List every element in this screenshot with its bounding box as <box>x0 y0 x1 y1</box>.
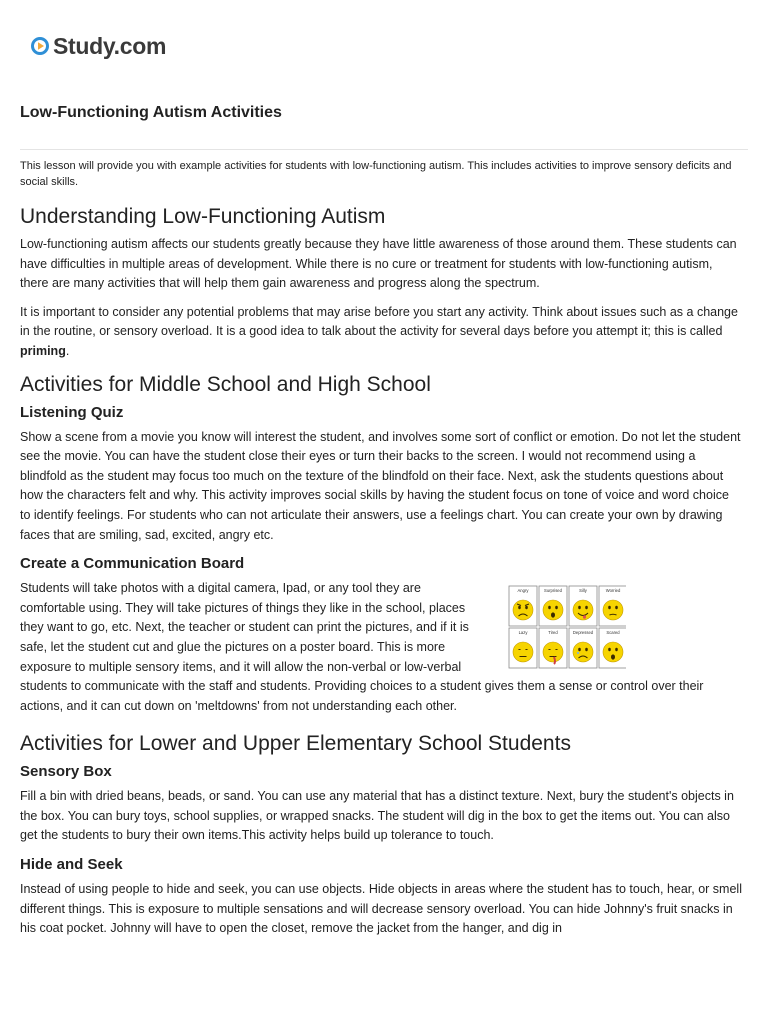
feeling-label: Depressed <box>572 630 594 636</box>
feeling-label: Worried <box>605 588 621 594</box>
feeling-cell-tired <box>539 628 567 668</box>
study-logo[interactable] <box>30 33 166 59</box>
emoji-eye <box>608 606 611 609</box>
emoji-eye <box>578 648 581 651</box>
subheading-communication-board: Create a Communication Board <box>20 555 245 573</box>
feeling-cell-surprised <box>539 586 567 626</box>
emoji-eye <box>548 606 551 609</box>
paragraph-understanding-1: Low-functioning autism affects our students greatly because they have little awareness of those around them. These students can have difficulties in multiple areas of development. While there is no cure or treatment for students with low-functioning autism, there are many activities that will help them gain awareness and progress along the spectrum. <box>20 237 737 291</box>
paragraph-understanding-2 <box>20 303 742 362</box>
feeling-cell-scared <box>599 628 626 668</box>
feeling-cell-lazy <box>509 628 537 668</box>
emoji-face <box>513 642 533 662</box>
paragraph-listening-quiz: Show a scene from a movie you know will interest the student, and involves some sort of conflict or emotion. Do not let the student see the movie. You can have the student close their eyes or turn their backs to the screen. I would not recommend using a blindfold as the student may focus too much on the texture of the blindfold on their face. Next, ask the students questions about how the characters felt and why. This activity improves social skills by having the student focus on tone of voice and word choice to identify feelings. For students who can not articulate their answers, use a feelings chart. You can create your own by drawing faces that are smiling, sad, excited, angry etc. <box>20 429 741 542</box>
heading-elementary: Activities for Lower and Upper Elementary School Students <box>20 732 571 756</box>
emoji-eye <box>585 606 588 609</box>
emoji-face <box>603 600 623 620</box>
subheading-listening-quiz: Listening Quiz <box>20 403 124 421</box>
subheading-hide-and-seek: Hide and Seek <box>20 856 123 874</box>
lesson-summary: This lesson will provide you with example activities for students with low-functioning autism. This includes activities to improve sensory deficits and social skills. <box>20 160 732 188</box>
feeling-label: Scared <box>606 630 620 636</box>
article-content <box>20 158 742 948</box>
feeling-cell-depressed <box>569 628 597 668</box>
feeling-label: Angry <box>517 588 529 594</box>
emoji-eye <box>525 606 528 609</box>
title-divider <box>20 149 748 150</box>
subheading-sensory-box: Sensory Box <box>20 763 112 781</box>
paragraph-hide-and-seek: Instead of using people to hide and seek, you can use objects. Hide objects in areas where the student has to touch, hear, or smell different things. This is exposure to multiple sensations and will decrease sensory overload. You can hide Johnny's fruit snacks in his coat pocket. Johnny will have to open the closet, remove the jacket from the hanger, and dig in <box>20 882 742 936</box>
emoji-eye <box>608 648 611 651</box>
emoji-eye <box>585 648 588 651</box>
feeling-cell-worried <box>599 586 626 626</box>
emoji-eye <box>578 606 581 609</box>
emoji-mouth <box>551 613 555 618</box>
feeling-cell-silly <box>569 586 597 626</box>
priming-text-after: . <box>65 343 70 358</box>
emoji-eye <box>615 606 618 609</box>
emoji-face <box>543 642 563 662</box>
emoji-eye <box>518 649 521 650</box>
emoji-eye <box>615 648 618 651</box>
logo-text: Study.com <box>53 33 167 59</box>
emoji-tongue <box>583 615 586 619</box>
emoji-tongue <box>554 657 555 664</box>
paragraph-sensory-box: Fill a bin with dried beans, beads, or sand. You can use any material that has a distinct texture. Next, bury the student's objects in the box. You can bury toys, school supplies, or wrapped snacks. The student will dig in the box to get the items out. You can also get the students to bury their own items.This activity helps build up tolerance to touch. <box>20 789 734 843</box>
paragraph-communication-board: Students will take photos with a digital camera, Ipad, or any tool they are comfortable using. They will take pictures of things they like in the school, places they want to go, etc. Next, the teacher or student can print the pictures, and if it is safe, let the student cut and glue the pictures on a poster board. This is more exposure to multiple sensory items, and it will allow the non-verbal or low-verbal students to communicate with the staff and students. Providing choices to a student gives them a sense or control over their actions, and it can cut down on 'meltdowns' from not understanding each other. <box>20 581 704 713</box>
heading-understanding: Understanding Low-Functioning Autism <box>20 205 386 228</box>
emoji-tear <box>577 652 579 654</box>
feelings-chart-image <box>508 585 626 669</box>
emoji-eye <box>518 606 521 609</box>
feelings-chart <box>508 585 626 669</box>
emoji-face <box>513 600 533 620</box>
emoji-eye <box>555 649 558 650</box>
emoji-face <box>573 642 593 662</box>
priming-text-before: It is important to consider any potential problems that may arise before you start any activity. Think about issues such as a change in the routine, or sensory overload. It is a good idea to talk about the activity for several days before you attempt it; this is called <box>20 304 738 339</box>
emoji-eye <box>555 606 558 609</box>
feeling-label: Lazy <box>518 630 528 636</box>
feeling-cell-angry <box>509 586 537 626</box>
feeling-label: Surprised <box>544 588 562 594</box>
play-circle-icon <box>30 36 50 56</box>
feeling-label: Tired <box>548 630 558 636</box>
priming-term: priming <box>20 343 66 358</box>
emoji-eye <box>525 649 528 650</box>
feeling-label: Silly <box>579 588 587 594</box>
emoji-mouth <box>611 655 615 660</box>
document-title: Low-Functioning Autism Activities <box>20 104 282 121</box>
heading-middle-high: Activities for Middle School and High School <box>20 372 431 396</box>
emoji-eye <box>548 649 551 650</box>
